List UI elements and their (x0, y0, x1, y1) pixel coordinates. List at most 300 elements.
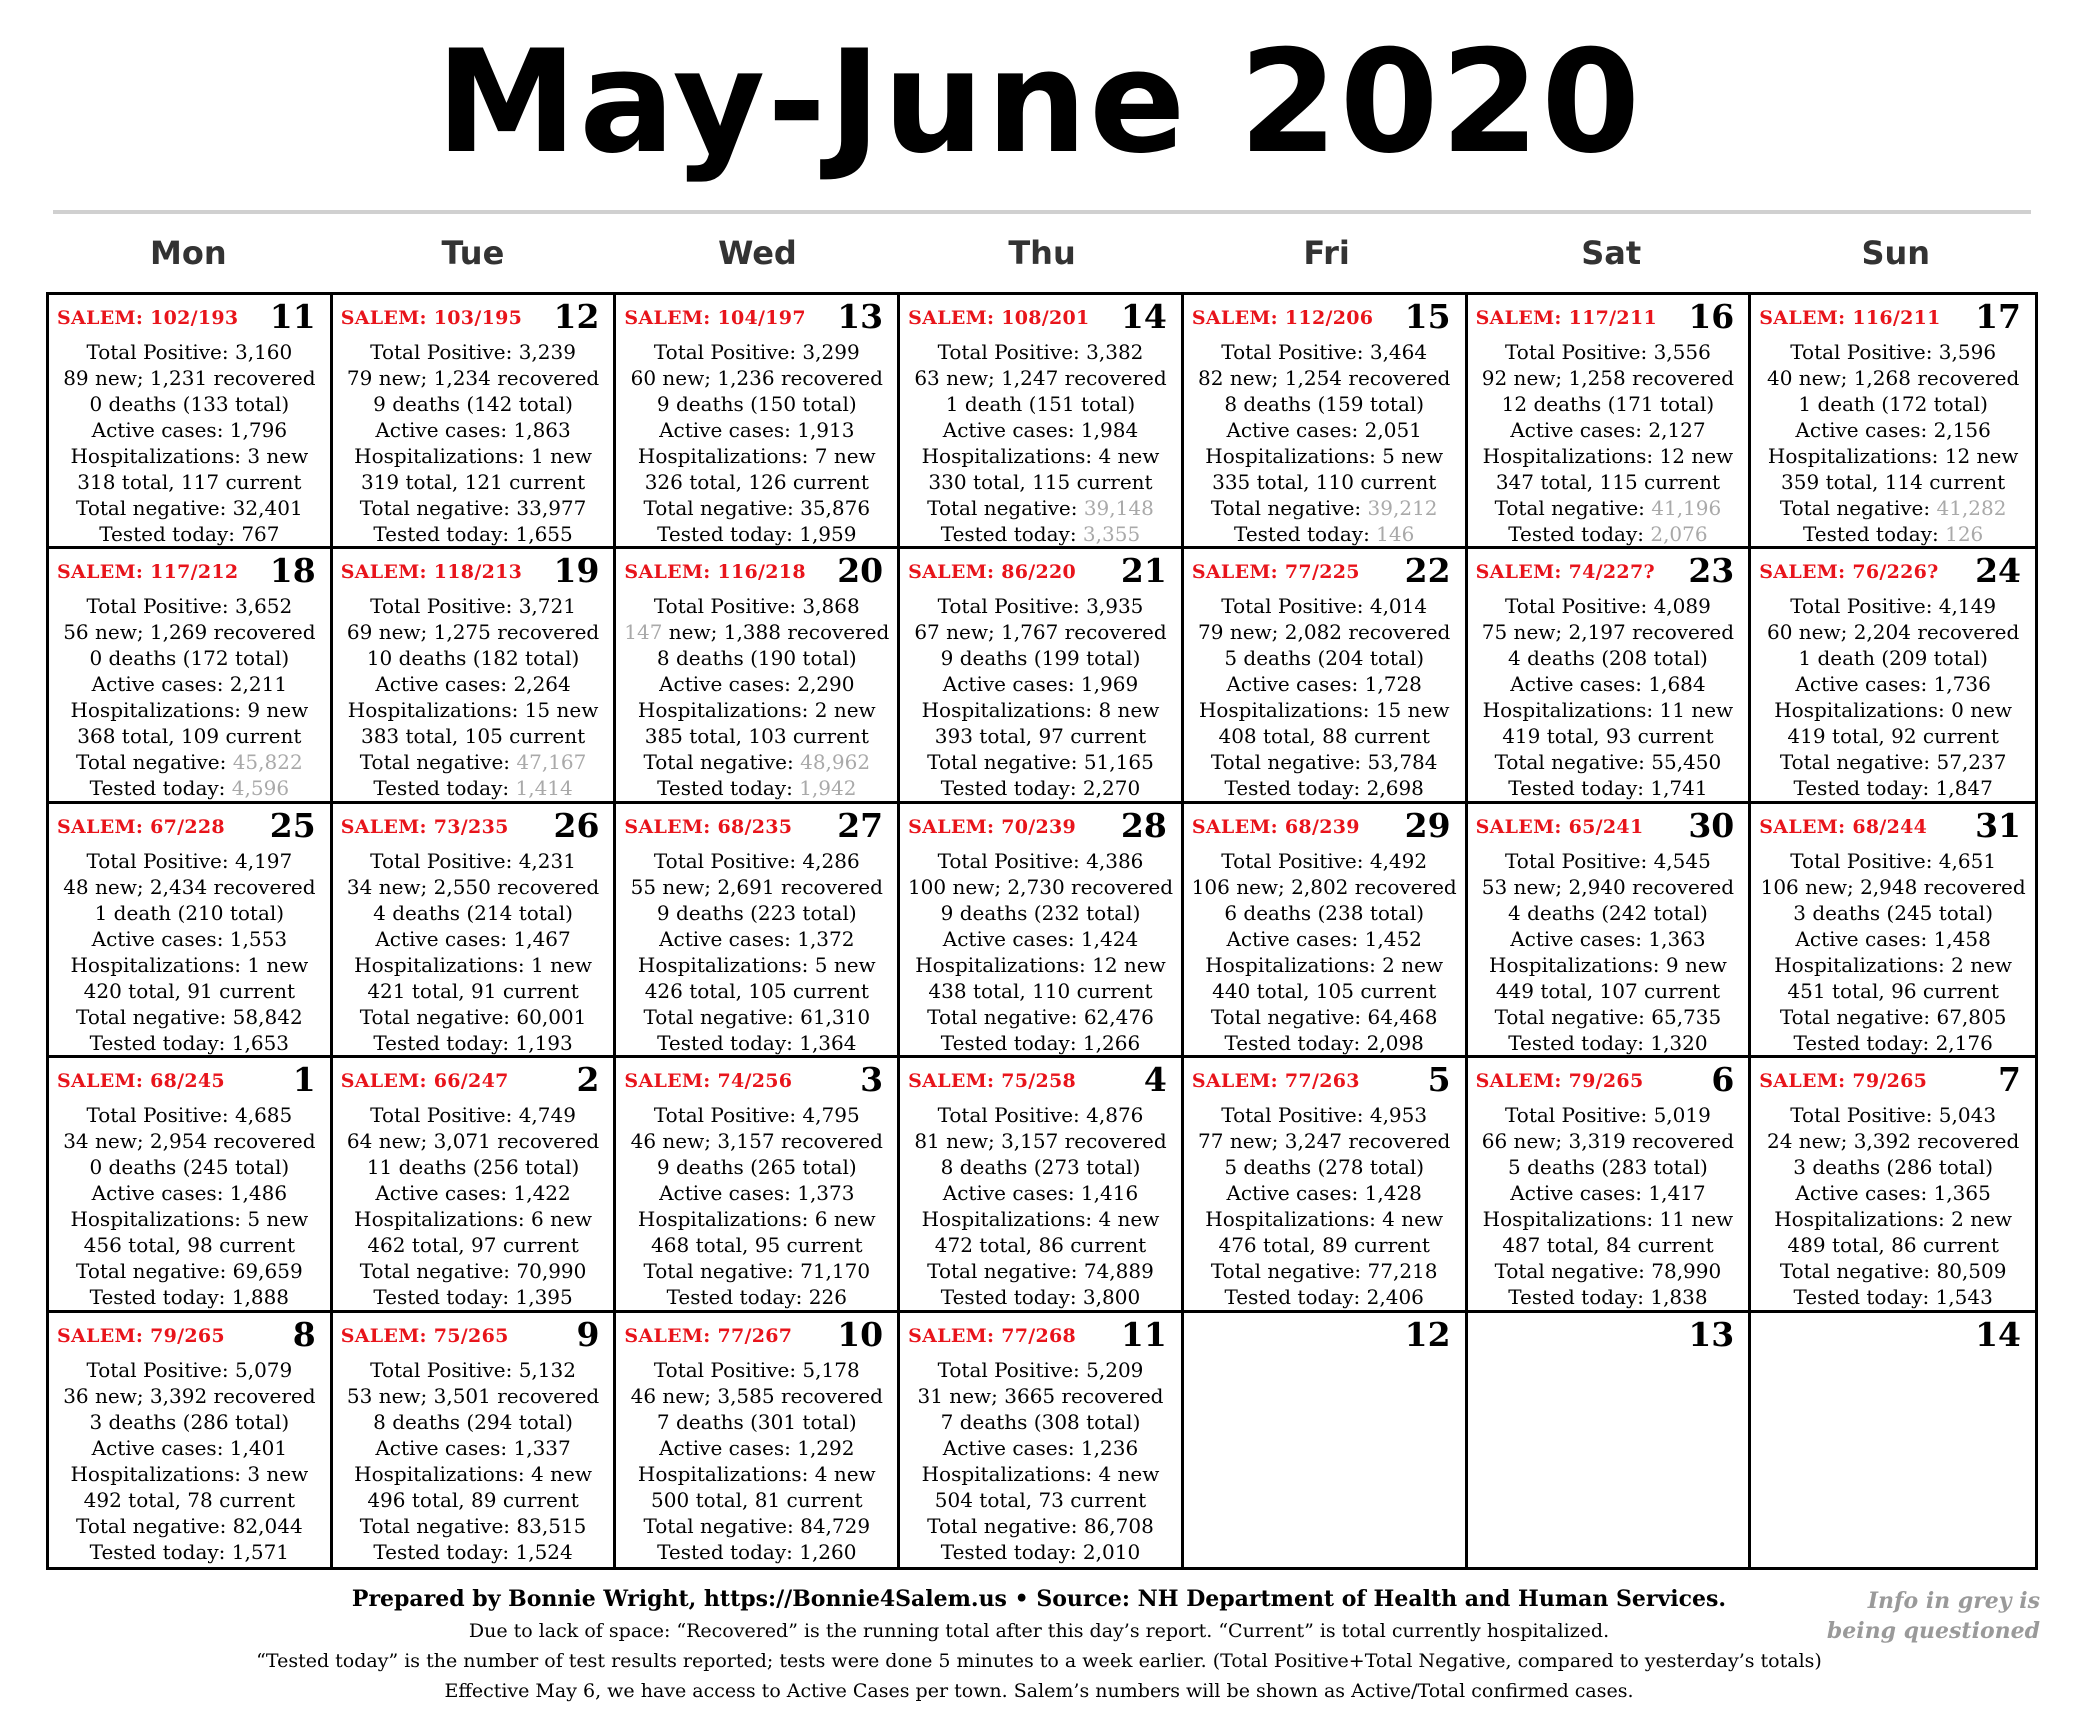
stat-line (1751, 1232, 2035, 1258)
stat-line (1751, 926, 2035, 952)
stat-line (900, 645, 1181, 671)
stat-line (1468, 749, 1749, 775)
day-number: 12 (1404, 1314, 1451, 1354)
stat-text: Active cases: 1,486 (91, 1181, 288, 1206)
stat-line (49, 619, 330, 645)
stat-line (49, 1102, 330, 1128)
stat-line (1468, 697, 1749, 723)
stat-text: Total Positive: 3,239 (370, 340, 576, 364)
stat-line (1751, 339, 2035, 365)
salem-cases-label: SALEM: 68/239 (1191, 815, 1360, 838)
day-number: 2 (576, 1060, 600, 1100)
stat-text: Total negative: 61,310 (643, 1004, 871, 1029)
stat-line (900, 1206, 1181, 1232)
stat-text: Total negative: 86,708 (927, 1513, 1154, 1538)
stat-line (1751, 593, 2035, 619)
stat-line (1751, 1180, 2035, 1206)
stat-text: Hospitalizations: 1 new (354, 444, 592, 468)
stat-line (1468, 391, 1749, 417)
stat-text: Total Positive: 4,876 (937, 1103, 1144, 1128)
calendar-day-cell (1184, 549, 1468, 803)
stat-text: Hospitalizations: 2 new (1774, 952, 2013, 977)
stat-line (333, 1180, 614, 1206)
footer-credit: Prepared by Bonnie Wright, https://Bonnie4Salem.us • Source: NH Department of Health and Human Services. (351, 1586, 1727, 1612)
day-number: 31 (1975, 805, 2021, 845)
stat-text: Tested today: 1,364 (657, 1030, 857, 1055)
stat-text: 419 total, 93 current (1502, 724, 1714, 749)
grey-info-note (1800, 1586, 2040, 1646)
stat-text: Tested today: (657, 776, 800, 801)
stat-line (1751, 671, 2035, 697)
stat-text: Total negative: (76, 750, 233, 775)
stat-text: Total negative: 53,784 (1210, 750, 1438, 775)
stat-line (616, 391, 897, 417)
calendar-day-cell (1184, 1313, 1468, 1567)
stat-line (1468, 469, 1749, 495)
stat-line (1184, 469, 1465, 495)
stat-text: Hospitalizations: 5 new (1205, 444, 1444, 468)
day-stats (616, 848, 897, 1056)
stat-line (49, 1409, 330, 1435)
stat-line (1751, 365, 2035, 391)
stat-line (1184, 749, 1465, 775)
stat-line (49, 1004, 330, 1030)
stat-line (1468, 1206, 1749, 1232)
salem-cases-label: SALEM: 74/256 (624, 1070, 793, 1093)
stat-text: 504 total, 73 current (934, 1487, 1147, 1512)
stat-line (333, 417, 614, 443)
calendar-day-cell (49, 1313, 333, 1567)
stat-text: Total negative: 58,842 (76, 1004, 303, 1029)
weekday-sat: Sat (1581, 234, 1642, 272)
stat-line (1468, 671, 1749, 697)
salem-cases-label: SALEM: 76/226? (1759, 561, 1939, 584)
stat-text: Hospitalizations: 7 new (637, 444, 876, 468)
day-number: 4 (1143, 1060, 1167, 1100)
day-number: 19 (553, 551, 600, 591)
day-stats (1184, 848, 1465, 1056)
day-stats (333, 339, 614, 547)
stat-text: Total negative: (1210, 496, 1368, 520)
salem-cases-label: SALEM: 108/201 (908, 307, 1090, 329)
stat-line (1751, 521, 2035, 547)
stat-text: Tested today: 1,395 (373, 1285, 573, 1310)
day-stats (49, 339, 330, 547)
stat-line (333, 978, 614, 1004)
stat-text: Total Positive: 3,299 (653, 340, 860, 364)
stat-text: Hospitalizations: 15 new (1198, 698, 1450, 723)
stat-line (49, 1128, 330, 1154)
calendar-day-cell (616, 1058, 900, 1312)
stat-text: 1 death (209 total) (1798, 646, 1988, 671)
stat-text: Active cases: 1,984 (942, 418, 1139, 442)
stat-line (49, 469, 330, 495)
stat-text: 1 death (172 total) (1798, 392, 1988, 416)
stat-line (616, 469, 897, 495)
day-number: 5 (1427, 1060, 1451, 1100)
day-number: 28 (1120, 805, 1167, 845)
day-stats (1468, 593, 1749, 801)
stat-text: Total negative: 64,468 (1210, 1004, 1438, 1029)
stat-line (1468, 593, 1749, 619)
calendar-day-cell (333, 295, 617, 549)
stat-line (1184, 1258, 1465, 1284)
stat-line (900, 1487, 1181, 1513)
stat-line (49, 723, 330, 749)
stat-text: Tested today: 1,266 (940, 1030, 1141, 1055)
stat-line (1751, 1206, 2035, 1232)
stat-text: Tested today: 1,193 (373, 1030, 573, 1055)
stat-line (616, 900, 897, 926)
stat-line (900, 521, 1181, 547)
stat-text: 9 deaths (150 total) (656, 392, 857, 416)
footer-note-active: Effective May 6, we have access to Active Cases per town. Salem’s numbers will be shown as Active/Total confirmed cases. (444, 1680, 1634, 1702)
stat-text: 77 new; 3,247 recovered (1198, 1129, 1451, 1154)
stat-line (1184, 365, 1465, 391)
stat-text: Active cases: 1,452 (1226, 926, 1422, 951)
stat-text: Hospitalizations: 6 new (637, 1207, 876, 1232)
day-number: 27 (837, 805, 884, 845)
day-number: 12 (553, 297, 600, 336)
stat-text: Total Positive: 4,749 (370, 1103, 576, 1128)
stat-line (1751, 723, 2035, 749)
stat-text: Active cases: 1,365 (1795, 1181, 1991, 1206)
stat-line (1751, 619, 2035, 645)
stat-line (616, 697, 897, 723)
stat-line (616, 365, 897, 391)
salem-cases-label: SALEM: 79/265 (1475, 1070, 1644, 1093)
calendar-day-cell (1468, 1313, 1752, 1567)
stat-line (1184, 1154, 1465, 1180)
stat-line (900, 1461, 1181, 1487)
stat-line (1751, 978, 2035, 1004)
stat-line (900, 1232, 1181, 1258)
stat-text: Hospitalizations: 15 new (347, 698, 599, 723)
stat-line (333, 1030, 614, 1056)
stat-text: 368 total, 109 current (77, 724, 302, 749)
questioned-value: 41,196 (1651, 496, 1722, 520)
stat-text: Total negative: 33,977 (359, 496, 587, 520)
stat-line (1751, 1284, 2035, 1310)
questioned-value: 126 (1945, 522, 1984, 546)
stat-text: 0 deaths (245 total) (89, 1155, 290, 1180)
stat-text: Total Positive: 4,651 (1790, 848, 1997, 873)
day-stats (49, 1357, 330, 1565)
salem-cases-label: SALEM: 65/241 (1475, 815, 1644, 838)
grey-info-note-line2: being questioned (1826, 1618, 2040, 1644)
salem-cases-label: SALEM: 116/211 (1759, 307, 1941, 329)
stat-text: 53 new; 2,940 recovered (1481, 874, 1735, 899)
day-number: 14 (1975, 1314, 2021, 1354)
stat-text: 69 new; 1,275 recovered (346, 620, 600, 645)
stat-text: Total negative: 82,044 (76, 1513, 303, 1538)
stat-line (1468, 339, 1749, 365)
stat-line (333, 391, 614, 417)
stat-text: 7 deaths (301 total) (656, 1409, 857, 1434)
stat-line (616, 1409, 897, 1435)
stat-text: 40 new; 1,268 recovered (1766, 366, 2020, 390)
questioned-value: 48,962 (800, 750, 871, 775)
stat-text: 0 deaths (172 total) (89, 646, 290, 671)
stat-text: Total negative: (1494, 496, 1652, 520)
calendar-day-cell (49, 804, 333, 1058)
stat-text: Tested today: 2,010 (940, 1539, 1141, 1564)
stat-line (900, 417, 1181, 443)
day-stats (1184, 593, 1465, 801)
stat-line (333, 1284, 614, 1310)
stat-text: 48 new; 2,434 recovered (63, 874, 316, 899)
weekday-sun: Sun (1861, 234, 1931, 272)
stat-line (49, 365, 330, 391)
stat-text: 468 total, 95 current (651, 1233, 863, 1258)
stat-text: Active cases: 2,264 (375, 672, 571, 697)
stat-text: Total Positive: 4,197 (86, 848, 293, 873)
stat-line (1184, 900, 1465, 926)
stat-text: 496 total, 89 current (367, 1487, 579, 1512)
calendar-day-cell (616, 1313, 900, 1567)
stat-text: Tested today: 2,270 (940, 776, 1141, 801)
stat-line (49, 900, 330, 926)
stat-line (49, 952, 330, 978)
day-number: 17 (1975, 297, 2021, 336)
calendar-day-cell (333, 804, 617, 1058)
stat-text: 81 new; 3,157 recovered (914, 1129, 1167, 1154)
stat-text: Active cases: 1,424 (942, 926, 1139, 951)
questioned-value: 147 (624, 620, 663, 645)
stat-line (616, 593, 897, 619)
stat-line (49, 1030, 330, 1056)
footer-note-tested: “Tested today” is the number of test results reported; tests were done 5 minutes to a week earlier. (Total Positive+Total Negative, compared to yesterday’s totals) (256, 1650, 1822, 1672)
stat-line (900, 723, 1181, 749)
day-number: 7 (1998, 1060, 2021, 1100)
questioned-value: 45,822 (232, 750, 303, 775)
stat-text: 1 death (151 total) (945, 392, 1136, 416)
stat-line (616, 1539, 897, 1565)
stat-line (1751, 900, 2035, 926)
day-number: 26 (553, 805, 600, 845)
stat-text: Active cases: 1,416 (942, 1181, 1139, 1206)
stat-line (1468, 848, 1749, 874)
stat-line (1468, 365, 1749, 391)
stat-line (616, 1435, 897, 1461)
stat-line (49, 417, 330, 443)
stat-line (900, 952, 1181, 978)
stat-text: Total Positive: 5,132 (370, 1357, 576, 1382)
stat-line (333, 952, 614, 978)
stat-line (900, 874, 1181, 900)
stat-text: 347 total, 115 current (1495, 470, 1720, 494)
stat-line (616, 874, 897, 900)
stat-text: 24 new; 3,392 recovered (1766, 1129, 2020, 1154)
stat-text: Active cases: 1,373 (659, 1181, 855, 1206)
stat-text: Total negative: (643, 750, 801, 775)
calendar-day-cell (900, 1058, 1184, 1312)
day-stats (333, 593, 614, 801)
stat-text: 36 new; 3,392 recovered (63, 1383, 316, 1408)
stat-text: Hospitalizations: 1 new (354, 952, 592, 977)
stat-text: Total negative: 69,659 (76, 1259, 303, 1284)
stat-text: 63 new; 1,247 recovered (914, 366, 1167, 390)
stat-line (333, 1539, 614, 1565)
stat-line (333, 365, 614, 391)
calendar-day-cell (333, 1313, 617, 1567)
stat-text: 3 deaths (286 total) (89, 1409, 290, 1434)
stat-text: Tested today: (1802, 522, 1946, 546)
stat-text: Tested today: 1,741 (1508, 776, 1708, 801)
stat-text: Total negative: 84,729 (643, 1513, 871, 1538)
stat-text: Tested today: 1,524 (373, 1539, 573, 1564)
stat-text: Hospitalizations: 12 new (1767, 444, 2019, 468)
stat-line (900, 1513, 1181, 1539)
stat-line (1751, 697, 2035, 723)
stat-line (1184, 723, 1465, 749)
stat-text: 4 deaths (242 total) (1508, 900, 1708, 925)
stat-text: 393 total, 97 current (934, 724, 1147, 749)
stat-line (616, 848, 897, 874)
stat-line (333, 593, 614, 619)
stat-line (1184, 443, 1465, 469)
calendar-day-cell (49, 1058, 333, 1312)
stat-text: Total negative: 83,515 (359, 1513, 587, 1538)
stat-line (49, 697, 330, 723)
stat-text: 9 deaths (142 total) (373, 392, 573, 416)
stat-line (1468, 521, 1749, 547)
stat-line (900, 469, 1181, 495)
stat-text: 10 deaths (182 total) (366, 646, 580, 671)
stat-line (1751, 417, 2035, 443)
stat-line (1468, 978, 1749, 1004)
questioned-value: 1,942 (799, 776, 857, 801)
stat-line (1468, 619, 1749, 645)
stat-line (1468, 1258, 1749, 1284)
stat-text: 335 total, 110 current (1212, 470, 1437, 494)
stat-text: Total Positive: 5,043 (1790, 1103, 1997, 1128)
calendar-day-cell (1751, 295, 2035, 549)
stat-line (616, 749, 897, 775)
stat-line (49, 443, 330, 469)
stat-line (1468, 645, 1749, 671)
stat-line (1468, 495, 1749, 521)
stat-line (49, 1513, 330, 1539)
stat-line (616, 1258, 897, 1284)
calendar-day-cell (1468, 549, 1752, 803)
day-stats (616, 1357, 897, 1565)
calendar-day-cell (616, 804, 900, 1058)
stat-line (900, 1154, 1181, 1180)
stat-line (1184, 339, 1465, 365)
stat-line (1184, 926, 1465, 952)
stat-line (1184, 619, 1465, 645)
stat-line (333, 900, 614, 926)
stat-text: 3 deaths (286 total) (1793, 1155, 1994, 1180)
stat-text: Tested today: 1,543 (1793, 1285, 1993, 1310)
salem-cases-label: SALEM: 68/235 (624, 815, 793, 838)
calendar-day-cell (616, 295, 900, 549)
stat-line (49, 391, 330, 417)
stat-text: 456 total, 98 current (83, 1233, 296, 1258)
questioned-value: 2,076 (1650, 522, 1708, 546)
stat-line (1184, 521, 1465, 547)
stat-line (49, 1180, 330, 1206)
stat-line (1751, 749, 2035, 775)
calendar-day-cell (616, 549, 900, 803)
stat-text: Tested today: 1,320 (1508, 1030, 1708, 1055)
stat-line (1184, 1030, 1465, 1056)
stat-text: 500 total, 81 current (651, 1487, 863, 1512)
day-number: 14 (1120, 297, 1167, 336)
day-number: 16 (1688, 297, 1735, 336)
stat-line (616, 1461, 897, 1487)
stat-text: Tested today: 2,098 (1224, 1030, 1424, 1055)
stat-text: 487 total, 84 current (1502, 1233, 1714, 1258)
stat-text: Hospitalizations: 4 new (354, 1461, 592, 1486)
stat-line (900, 1030, 1181, 1056)
stat-text: Hospitalizations: 2 new (637, 698, 876, 723)
stat-line (900, 1258, 1181, 1284)
stat-line (1751, 848, 2035, 874)
stat-line (900, 775, 1181, 801)
calendar-day-cell (333, 549, 617, 803)
stat-line (333, 1102, 614, 1128)
stat-text: new; 1,388 recovered (662, 620, 890, 645)
stat-text: Total Positive: 5,019 (1505, 1103, 1711, 1128)
stat-line (333, 1487, 614, 1513)
calendar-grid (46, 292, 2038, 1570)
stat-text: Tested today: 2,176 (1793, 1030, 1993, 1055)
day-number: 9 (576, 1314, 600, 1354)
stat-text: 64 new; 3,071 recovered (346, 1129, 600, 1154)
stat-line (616, 1102, 897, 1128)
stat-text: Total Positive: 4,492 (1221, 848, 1428, 873)
stat-text: Hospitalizations: 4 new (921, 444, 1160, 468)
stat-line (1751, 443, 2035, 469)
stat-line (333, 1004, 614, 1030)
stat-text: Active cases: 1,422 (375, 1181, 571, 1206)
stat-text: Total Positive: 4,089 (1505, 594, 1711, 619)
stat-text: Total negative: 35,876 (643, 496, 871, 520)
weekday-wed: Wed (718, 234, 797, 272)
stat-line (1468, 874, 1749, 900)
stat-line (1184, 495, 1465, 521)
day-stats (333, 848, 614, 1056)
stat-line (900, 848, 1181, 874)
stat-text: Total negative: 55,450 (1494, 750, 1722, 775)
stat-line (333, 874, 614, 900)
stat-text: Hospitalizations: 9 new (70, 698, 309, 723)
stat-line (900, 365, 1181, 391)
stat-line (333, 521, 614, 547)
stat-text: Total negative: 60,001 (359, 1004, 587, 1029)
stat-line (616, 1487, 897, 1513)
stat-line (333, 671, 614, 697)
stat-line (900, 619, 1181, 645)
stat-text: 8 deaths (159 total) (1224, 392, 1425, 416)
stat-text: Total Positive: 4,386 (937, 848, 1144, 873)
stat-text: 449 total, 107 current (1495, 978, 1720, 1003)
stat-text: Active cases: 2,051 (1226, 418, 1422, 442)
calendar-day-cell (1751, 1058, 2035, 1312)
stat-text: 46 new; 3,157 recovered (630, 1129, 883, 1154)
stat-text: 408 total, 88 current (1218, 724, 1430, 749)
stat-line (49, 339, 330, 365)
stat-text: Tested today: (373, 776, 516, 801)
questioned-value: 4,596 (231, 776, 290, 801)
day-number: 25 (269, 805, 316, 845)
stat-text: 359 total, 114 current (1781, 470, 2006, 494)
stat-text: 426 total, 105 current (644, 978, 869, 1003)
stat-text: 9 deaths (199 total) (940, 646, 1141, 671)
stat-line (1468, 1284, 1749, 1310)
